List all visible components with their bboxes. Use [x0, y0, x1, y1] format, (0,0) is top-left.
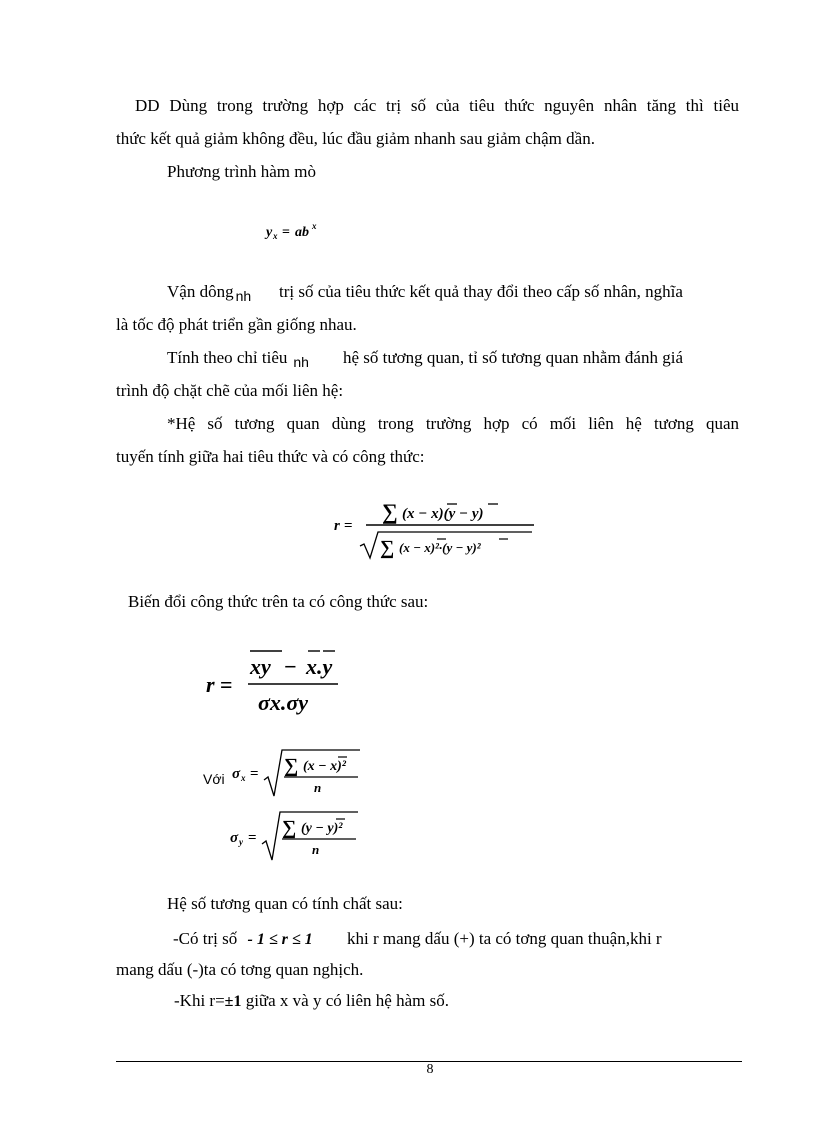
- text-line: trình độ chặt chẽ của mối liên hệ:: [116, 381, 344, 400]
- svg-text:=: =: [282, 225, 290, 240]
- svg-text:xy: xy: [250, 654, 271, 679]
- text-line: Hệ số tương quan có tính chất sau:: [167, 894, 403, 913]
- page-number: 8: [426, 1062, 434, 1077]
- text-segment: -Khi r=: [174, 991, 225, 1010]
- svg-text:−: −: [284, 654, 297, 679]
- svg-text:x: x: [273, 231, 278, 241]
- text-segment: -Có trị số: [173, 929, 238, 948]
- formula-sigma-y: [226, 808, 366, 862]
- svg-text:r: r: [206, 672, 215, 697]
- svg-text:=: =: [344, 518, 353, 534]
- svg-text:y: y: [239, 837, 243, 847]
- text-line: mang dấu (-)ta có tơng quan nghịch.: [116, 960, 364, 979]
- formula-correlation-transformed: [200, 642, 350, 722]
- text-line: *Hệ số tương quan dùng trong trường hợp có mối liên hệ tương quan: [167, 414, 739, 433]
- text-line: tuyến tính giữa hai tiêu thức và có công thức:: [116, 447, 425, 466]
- svg-text:σx.σy: σx.σy: [258, 690, 308, 715]
- svg-text:x: x: [312, 221, 317, 231]
- formula-sigma-x: [228, 746, 368, 800]
- svg-text:=: =: [248, 830, 257, 846]
- text-segment: nh: [293, 354, 309, 370]
- math-plus-minus-one: ±1: [224, 993, 242, 1010]
- svg-text:ab: ab: [295, 225, 309, 240]
- text-segment: Tính theo chỉ tiêu: [167, 348, 288, 367]
- text-line: Phương trình hàm mò: [167, 162, 317, 181]
- svg-text:(x − x)²·(y − y)²: (x − x)²·(y − y)²: [399, 540, 481, 555]
- svg-text:(x − x)²: (x − x)²: [303, 759, 347, 774]
- text-line: là tốc độ phát triển gần giống nhau.: [116, 315, 357, 334]
- svg-text:∑: ∑: [380, 537, 395, 559]
- svg-text:x: x: [241, 773, 246, 783]
- svg-text:∑: ∑: [284, 755, 299, 777]
- svg-text:σ: σ: [230, 830, 239, 846]
- svg-text:=: =: [220, 672, 233, 697]
- text-line: khi r mang dấu (+) ta có tơng quan thuận,khi r: [347, 929, 662, 948]
- text-line: [174, 991, 449, 1012]
- text-line: thức kết quả giảm không đều, lúc đầu giảm nhanh sau giảm chậm dần.: [116, 129, 595, 148]
- text-segment: Vận dông: [167, 282, 234, 301]
- text-line: [167, 282, 251, 302]
- text-segment: giữa x và y có liên hệ hàm số.: [245, 991, 449, 1010]
- math-range: - 1 ≤ r ≤ 1: [247, 931, 313, 948]
- text-line: [167, 348, 309, 368]
- svg-text:n: n: [314, 780, 322, 795]
- svg-text:(y − y)²: (y − y)²: [301, 821, 343, 836]
- svg-text:n: n: [312, 842, 320, 857]
- formula-exponential: [262, 218, 342, 244]
- svg-text:y: y: [266, 225, 273, 240]
- formula-correlation-coefficient: [330, 494, 540, 566]
- text-line: hệ số tương quan, tỉ số tương quan nhằm đánh giá: [343, 348, 683, 367]
- text-line: [173, 929, 313, 950]
- text-segment: nh: [235, 288, 252, 304]
- text-line: DD Dùng trong trường hợp các trị số của tiêu thức nguyên nhân tăng thì tiêu: [135, 96, 739, 115]
- svg-text:∑: ∑: [282, 817, 297, 839]
- with-label: Với: [203, 771, 225, 787]
- svg-text:(x − x)(y − y): (x − x)(y − y): [402, 506, 484, 522]
- svg-text:=: =: [250, 766, 259, 782]
- svg-text:∑: ∑: [382, 499, 398, 524]
- svg-text:r: r: [334, 518, 340, 534]
- svg-text:x.y: x.y: [306, 654, 333, 679]
- text-line: trị số của tiêu thức kết quả thay đổi theo cấp số nhân, nghĩa: [279, 282, 683, 301]
- svg-text:σ: σ: [232, 766, 241, 782]
- text-line: Biến đổi công thức trên ta có công thức sau:: [128, 592, 429, 611]
